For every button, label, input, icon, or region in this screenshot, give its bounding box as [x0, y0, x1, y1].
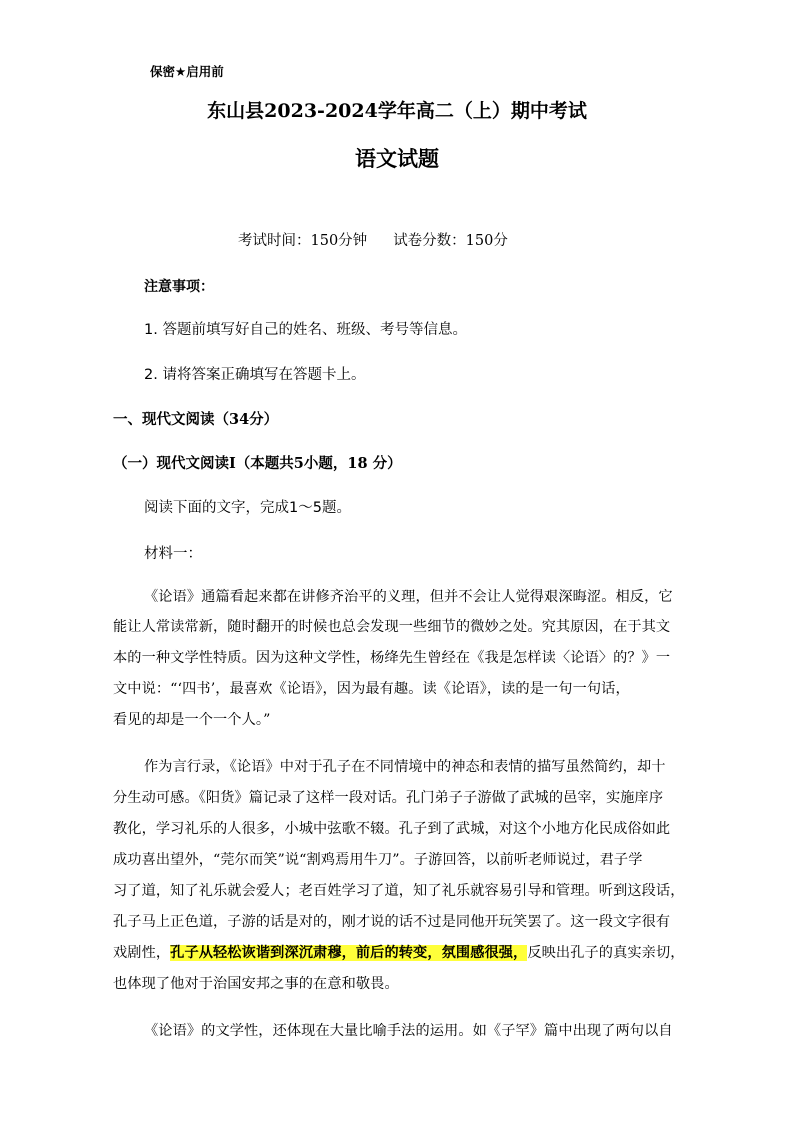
passage-line: 文中说：“‘四书’，最喜欢《论语》，因为最有趣。读《论语》，读的是一句一句话， — [113, 681, 630, 697]
passage-line: 能让人常读常新，随时翻开的时候也总会发现一些细节的微妙之处。究其原因，在于其文 — [113, 619, 671, 635]
passage-line: 本的一种文学性特质。因为这种文学性，杨绛先生曾经在《我是怎样读〈论语〉的？》一 — [113, 650, 671, 666]
exam-time: 考试时间：150分钟 — [238, 233, 368, 249]
confidential-label: 保密★启用前 — [150, 64, 224, 79]
passage-line: 《论语》的文学性，还体现在大量比喻手法的运用。如《子罕》篇中出现了两句以自 — [144, 1023, 673, 1039]
note-item: 2. 请将答案正确填写在答题卡上。 — [144, 367, 366, 383]
passage-line: 作为言行录，《论语》中对于孔子在不同情境中的神态和表情的描写虽然简约，却十 — [144, 759, 666, 775]
passage-line: 孔子马上正色道，子游的话是对的，刚才说的话不过是同他开玩笑罢了。这一段文字很有 — [113, 914, 671, 930]
passage-line: 也体现了他对于治国安邦之事的在意和敬畏。 — [113, 976, 399, 992]
passage-line: 分生动可感。《阳货》篇记录了这样一段对话。孔门弟子子游做了武城的邑宰，实施庠序 — [113, 790, 664, 806]
section-title: 一、现代文阅读（34分） — [113, 411, 279, 428]
subsection-title: （一）现代文阅读Ⅰ（本题共5小题，18 分） — [113, 455, 402, 472]
passage-text: 戏剧性， — [113, 945, 171, 961]
exam-title: 东山县2023-2024学年高二（上）期中考试 — [207, 100, 587, 122]
passage-line: 《论语》通篇看起来都在讲修齐治平的义理，但并不会让人觉得艰深晦涩。相反，它 — [144, 589, 673, 605]
note-item: 1. 答题前填写好自己的姓名、班级、考号等信息。 — [144, 322, 467, 338]
passage-text: 反映出孔子的真实亲切， — [527, 945, 685, 961]
passage-line: 看见的却是一个一个人。” — [113, 712, 271, 728]
passage-line: 习了道，知了礼乐就会爱人；老百姓学习了道，知了礼乐就容易引导和管理。听到这段话， — [113, 883, 685, 899]
material-label: 材料一： — [144, 546, 202, 562]
passage-line: 成功喜出望外，“莞尔而笑”说“割鸡焉用牛刀”。子游回答，以前听老师说过，君子学 — [113, 852, 643, 868]
instruction: 阅读下面的文字，完成1～5题。 — [144, 500, 351, 516]
notes-heading: 注意事项： — [144, 279, 214, 295]
passage-line: 教化，学习礼乐的人很多，小城中弦歌不辍。孔子到了武城，对这个小地方化民成俗如此 — [113, 821, 671, 837]
highlighted-text: 孔子从轻松诙谐到深沉肃穆，前后的转变，氛围感很强， — [170, 945, 528, 961]
exam-score: 试卷分数：150分 — [393, 233, 508, 249]
subject-title: 语文试题 — [355, 146, 439, 171]
passage-line-highlighted — [113, 942, 685, 962]
exam-info — [238, 229, 508, 250]
